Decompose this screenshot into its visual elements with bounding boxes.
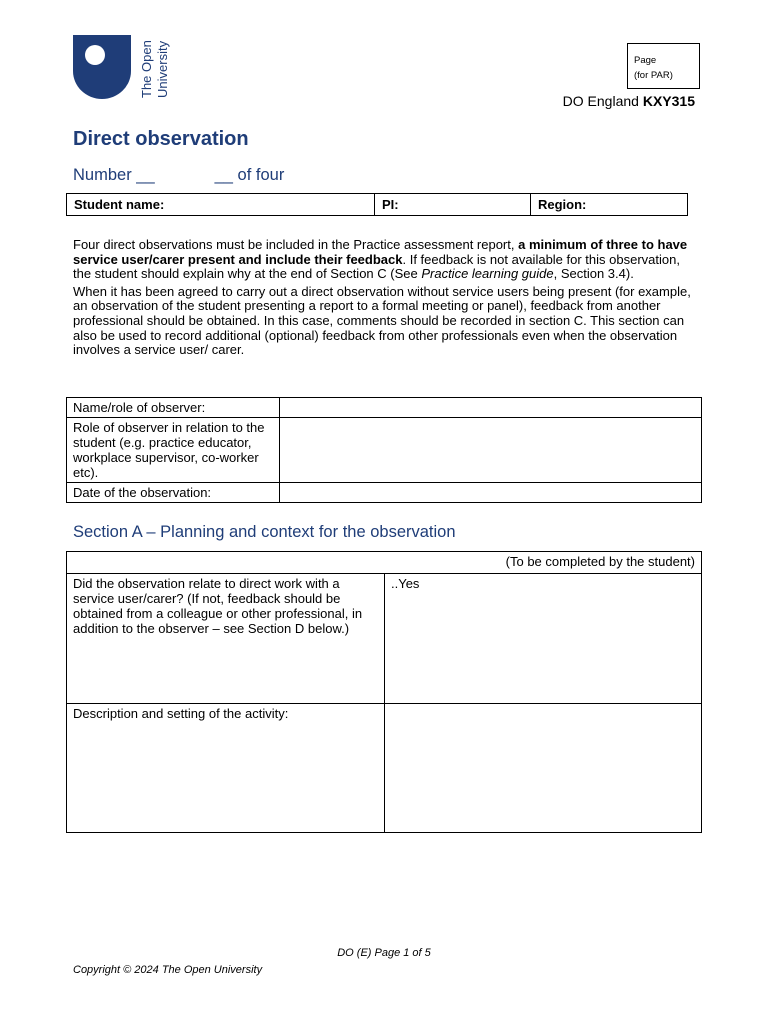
table-row [67,398,702,418]
number-suffix: __ of four [214,166,285,184]
service-user-answer[interactable]: ..Yes [385,574,702,704]
page-box-line-2: (for PAR) [634,70,673,81]
course-code: KXY315 [642,93,695,109]
table-row [67,574,702,704]
page-title: Direct observation [73,128,249,150]
pi-field[interactable] [375,194,531,216]
observer-name-input[interactable] [280,398,702,418]
open-university-shield-icon [73,35,131,99]
region-label-cell: Region: [538,197,587,212]
service-user-question: Did the observation relate to direct work with a service user/carer? (If not, feedback should be obtained from a colleague or other professional, in addition to the observer – see Section D below.) [67,574,385,704]
intro-paragraph-2: When it has been agreed to carry out a direct observation without service users being present (for example, an observation of the student presenting a report to a formal meeting or panel), feedback from another professional should be obtained. In this case, comments should be recorded in section C. This section can also be used to record additional (optional) feedback from other professionals even when the observation involves a service user/ carer. [73,283,691,358]
page-for-par-box [627,43,700,89]
region-label: DO England [562,93,643,109]
activity-description-label: Description and setting of the activity: [67,704,385,833]
table-row [67,483,702,503]
observation-number-line [73,166,284,185]
page-box-line-1: Page [634,55,657,66]
activity-description-input[interactable] [385,704,702,833]
observer-name-label: Name/role of observer: [67,398,280,418]
observation-date-input[interactable] [280,483,702,503]
table-row [67,704,702,833]
intro-p1-c: , Section 3.4). [553,266,634,282]
completion-note: (To be completed by the student) [67,552,702,574]
intro-p1-a: Four direct observations must be included in the Practice assessment report, [73,237,519,252]
student-info-table [66,193,688,216]
pi-label: PI: [382,197,399,212]
intro-p1-bold: a minimum of three to have service user/carer present and include their feedback [73,237,688,267]
intro-paragraph-1 [73,238,695,282]
copyright-notice: Copyright © 2024 The Open University [73,964,263,976]
intro-text [73,238,695,361]
intro-p1-b: . If feedback is not available for this observation, the student should explain why at the end of Section C (See [73,251,680,282]
observer-role-label: Role of observer in relation to the student (e.g. practice educator, workplace supervisor, co-worker etc). [67,418,280,483]
student-name-field[interactable] [67,194,375,216]
student-name-label: Student name: [74,197,165,212]
table-row [67,418,702,483]
logo-line-1: The Open [139,40,154,98]
intro-p1-italic: Practice learning guide [421,266,554,282]
course-header [563,93,695,109]
observation-date-label: Date of the observation: [67,483,280,503]
region-field[interactable] [531,194,688,216]
open-university-wordmark [138,34,174,100]
page-number: DO (E) Page 1 of 5 [337,947,431,959]
table-row [67,552,702,574]
number-prefix: Number __ [73,166,155,184]
section-a-table [66,551,702,833]
logo-line-2: University [155,40,170,98]
observer-role-input[interactable] [280,418,702,483]
section-a-heading: Section A – Planning and context for the observation [73,523,456,541]
observer-table [66,397,702,503]
